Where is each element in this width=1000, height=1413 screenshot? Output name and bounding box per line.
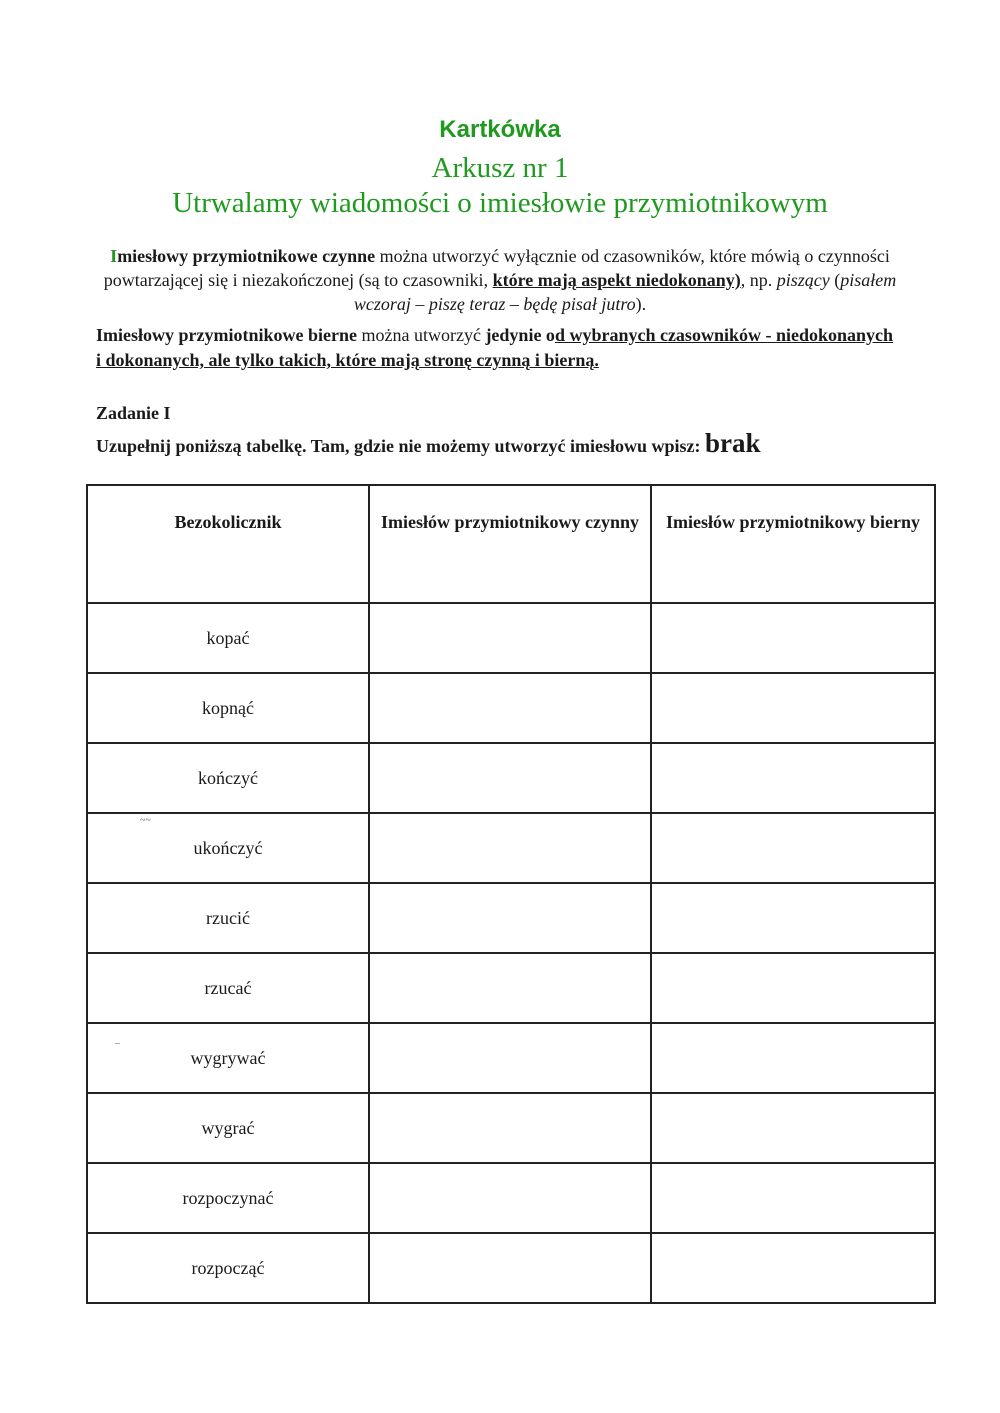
intro-passive-underlined: d wybranych czasowników - niedokonanych i dokonanych, ale tylko takich, które mają stronę czynną i bierną. <box>96 325 893 370</box>
passive-answer-cell[interactable] <box>651 1093 935 1163</box>
table-row <box>87 603 935 673</box>
passive-answer-cell[interactable] <box>651 743 935 813</box>
sheet-number: Arkusz nr 1 <box>431 152 569 184</box>
passive-answer-cell[interactable] <box>651 953 935 1023</box>
table-row <box>87 883 935 953</box>
active-answer-cell[interactable] <box>369 1163 651 1233</box>
active-answer-cell[interactable] <box>369 813 651 883</box>
header-infinitive: Bezokolicznik <box>87 485 369 603</box>
active-answer-cell[interactable] <box>369 883 651 953</box>
verb-cell: wygrywać <box>87 1023 369 1093</box>
task-title: Zadanie I <box>96 403 171 423</box>
verb-cell: rozpocząć <box>87 1233 369 1303</box>
table-row <box>87 1093 935 1163</box>
verb-cell: rozpoczynać <box>87 1163 369 1233</box>
task-instruction <box>96 428 761 459</box>
table-row <box>87 1023 935 1093</box>
verb-cell: ukończyć <box>87 813 369 883</box>
active-answer-cell[interactable] <box>369 1023 651 1093</box>
verb-cell: rzucać <box>87 953 369 1023</box>
intro-active-paragraph <box>100 244 900 316</box>
verb-cell: kończyć <box>87 743 369 813</box>
intro-passive-text: można utworzyć <box>356 325 486 345</box>
intro-first-letter: I <box>110 246 118 266</box>
verb-cell: kopnąć <box>87 673 369 743</box>
active-answer-cell[interactable] <box>369 1093 651 1163</box>
table-row <box>87 953 935 1023</box>
task-keyword: brak <box>704 428 761 458</box>
verb-cell: rzucić <box>87 883 369 953</box>
passive-answer-cell[interactable] <box>651 883 935 953</box>
intro-passive-bold: jedynie o <box>485 325 555 345</box>
intro-active-text2: , np. <box>740 270 777 290</box>
table-row <box>87 673 935 743</box>
active-answer-cell[interactable] <box>369 603 651 673</box>
page-subtitle: Utrwalamy wiadomości o imiesłowie przymiotnikowym <box>172 187 828 219</box>
passive-answer-cell[interactable] <box>651 673 935 743</box>
passive-answer-cell[interactable] <box>651 1163 935 1233</box>
table-row <box>87 813 935 883</box>
intro-paren-open: ( <box>829 270 841 290</box>
table-row <box>87 1233 935 1303</box>
table-row <box>87 1163 935 1233</box>
active-answer-cell[interactable] <box>369 1233 651 1303</box>
passive-answer-cell[interactable] <box>651 1233 935 1303</box>
intro-example-italic: pisałem wczoraj – piszę teraz – będę pisał jutro <box>353 270 897 314</box>
task-instruction-text: Uzupełnij poniższą tabelkę. Tam, gdzie nie możemy utworzyć imiesłowu wpisz: <box>96 436 705 456</box>
passive-answer-cell[interactable] <box>651 813 935 883</box>
intro-active-aspect: które mają aspekt niedokonany) <box>492 270 741 290</box>
active-answer-cell[interactable] <box>369 673 651 743</box>
stray-mark-dash: _ <box>115 1034 120 1045</box>
intro-example-word: piszący <box>776 270 830 290</box>
header-passive-participle: Imiesłów przymiotnikowy bierny <box>651 485 935 603</box>
passive-answer-cell[interactable] <box>651 1023 935 1093</box>
verb-cell: wygrać <box>87 1093 369 1163</box>
intro-active-term: miesłowy przymiotnikowe czynne <box>117 246 376 266</box>
table-header-row <box>87 485 935 603</box>
intro-passive-term: Imiesłowy przymiotnikowe bierne <box>96 325 357 345</box>
verb-cell: kopać <box>87 603 369 673</box>
passive-answer-cell[interactable] <box>651 603 935 673</box>
intro-paren-close: ). <box>635 294 647 314</box>
answer-table <box>86 484 936 1304</box>
active-answer-cell[interactable] <box>369 953 651 1023</box>
active-answer-cell[interactable] <box>369 743 651 813</box>
page-title: Kartkówka <box>439 116 561 143</box>
table-row <box>87 743 935 813</box>
intro-passive-paragraph <box>96 323 896 373</box>
intro-active-text: można utworzyć wyłącznie od czasowników, które mówią o czynności powtarzającej się i niezakończonej (są to czasowniki, <box>103 246 890 290</box>
header-active-participle: Imiesłów przymiotnikowy czynny <box>369 485 651 603</box>
stray-mark-tilde: ~~ <box>140 815 151 826</box>
